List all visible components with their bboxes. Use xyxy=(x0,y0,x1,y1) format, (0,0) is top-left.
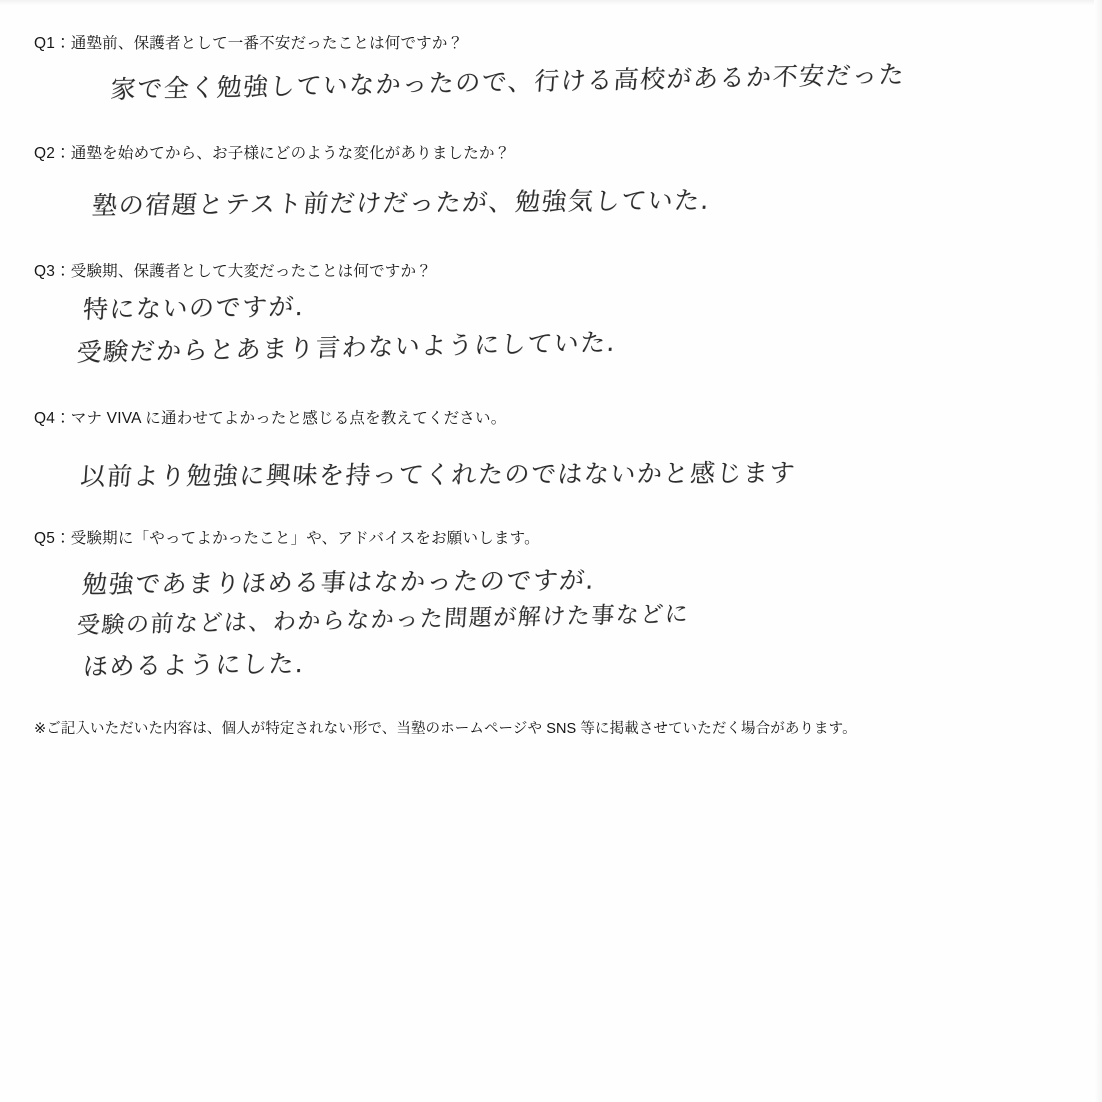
answer-q5 xyxy=(75,565,1068,687)
question-prompt-q3: Q3：受験期、保護者として大変だったことは何ですか？ xyxy=(34,263,432,280)
question-prompt-q5: Q5：受験期に「やってよかったこと」や、アドバイスをお願いします。 xyxy=(34,529,540,547)
question-block-q2 xyxy=(34,142,1068,226)
handwritten-line: 受験だからとあまり言わないようにしていた. xyxy=(75,327,618,368)
question-prompt-q4: Q4：マナ VIVA に通わせてよかったと感じる点を教えてください。 xyxy=(34,409,507,427)
question-prompt-q1: Q1：通塾前、保護者として一番不安だったことは何ですか？ xyxy=(34,35,464,52)
handwritten-line: 特にないのですが. xyxy=(82,292,306,325)
answer-q2 xyxy=(90,185,1068,226)
question-block-q4 xyxy=(34,407,1068,497)
handwritten-line: 勉強であまりほめる事はなかったのですが. xyxy=(80,565,597,600)
question-block-q5 xyxy=(34,527,1068,687)
scan-edge-right xyxy=(1094,0,1102,1102)
handwritten-line: 家で全く勉強していなかったので、行ける高校があるか不安だった xyxy=(109,60,907,105)
answer-q4 xyxy=(79,458,1068,497)
scan-edge-top xyxy=(0,0,1102,6)
question-prompt-q2: Q2：通塾を始めてから、お子様にどのような変化がありましたか？ xyxy=(34,145,511,162)
question-block-q1 xyxy=(34,32,1068,110)
question-block-q3 xyxy=(34,260,1068,373)
answer-q1 xyxy=(109,60,1068,110)
answer-q3 xyxy=(75,291,1068,373)
handwritten-line: 塾の宿題とテスト前だけだったが、勉強気していた. xyxy=(90,185,712,221)
handwritten-line: 以前より勉強に興味を持ってくれたのではないかと感じます xyxy=(79,458,798,492)
handwritten-line: ほめるようにした. xyxy=(82,649,306,682)
footer-note: ※ご記入いただいた内容は、個人が特定されない形で、当塾のホームページや SNS 等に掲載させていただく場合があります。 xyxy=(34,721,857,738)
handwritten-line: 受験の前などは、わからなかった問題が解けた事などに xyxy=(75,600,691,639)
